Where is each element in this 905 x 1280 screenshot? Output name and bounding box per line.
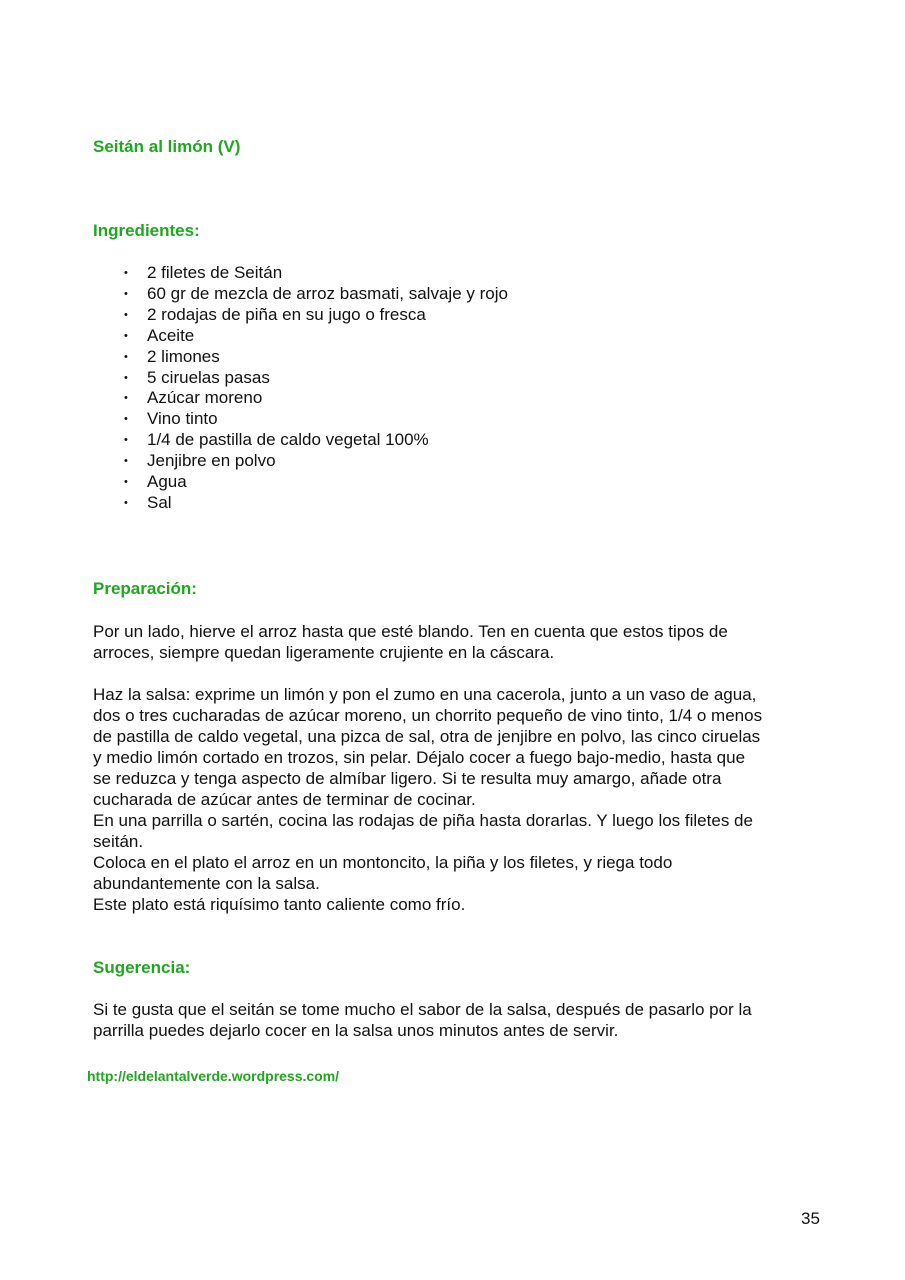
ingredient-item — [122, 493, 508, 514]
ingredients-list — [122, 263, 508, 514]
ingredient-text: 60 gr de mezcla de arroz basmati, salvaje y rojo — [147, 283, 508, 303]
ingredient-text: Sal — [147, 492, 172, 512]
text-line: Coloca en el plato el arroz en un montoncito, la piña y los filetes, y riega todo — [93, 853, 673, 872]
ingredient-text: 2 filetes de Seitán — [147, 263, 283, 282]
suggestion-heading: Sugerencia: — [93, 958, 191, 977]
preparation-heading: Preparación: — [93, 579, 197, 598]
suggestion-paragraph — [93, 999, 823, 1041]
ingredient-item — [122, 430, 508, 451]
text-line: abundantemente con la salsa. — [93, 874, 320, 893]
bullet-icon: • — [124, 350, 128, 363]
ingredient-text: 1/4 de pastilla de caldo vegetal 100% — [147, 430, 429, 450]
preparation-paragraph-2 — [93, 684, 823, 915]
bullet-icon: • — [124, 434, 128, 447]
ingredient-item — [122, 305, 508, 326]
bullet-icon: • — [124, 267, 128, 279]
bullet-icon: • — [124, 392, 128, 405]
bullet-icon: • — [124, 455, 128, 468]
text-line: seitán. — [93, 832, 144, 851]
text-line: Si te gusta que el seitán se tome mucho el sabor de la salsa, después de pasarlo por la — [93, 1000, 752, 1019]
page-number: 35 — [801, 1209, 820, 1228]
ingredient-text: 2 rodajas de piña en su jugo o fresca — [147, 304, 426, 324]
bullet-icon: • — [124, 308, 128, 321]
bullet-icon: • — [124, 413, 128, 426]
ingredient-item — [122, 284, 508, 305]
ingredient-text: Vino tinto — [147, 409, 218, 429]
source-link[interactable]: http://eldelantalverde.wordpress.com/ — [87, 1068, 340, 1084]
ingredient-item — [122, 347, 508, 368]
text-line: se reduzca y tenga aspecto de almíbar ligero. Si te resulta muy amargo, añade otra — [93, 769, 722, 788]
text-line: Este plato está riquísimo tanto caliente como frío. — [93, 895, 466, 914]
ingredient-text: Jenjibre en polvo — [147, 451, 276, 471]
ingredient-text: 2 limones — [147, 346, 220, 366]
ingredient-item — [122, 368, 508, 389]
ingredient-text: Agua — [147, 472, 187, 492]
text-line: Por un lado, hierve el arroz hasta que esté blando. Ten en cuenta que estos tipos de — [93, 622, 728, 641]
bullet-icon: • — [124, 329, 128, 342]
text-line: Haz la salsa: exprime un limón y pon el zumo en una cacerola, junto a un vaso de agua, — [93, 685, 757, 704]
bullet-icon: • — [124, 371, 128, 384]
ingredient-item — [122, 451, 508, 472]
bullet-icon: • — [124, 287, 128, 300]
bullet-icon: • — [124, 496, 128, 509]
ingredient-text: 5 ciruelas pasas — [147, 367, 270, 387]
text-line: dos o tres cucharadas de azúcar moreno, un chorrito pequeño de vino tinto, 1/4 o menos — [93, 706, 763, 725]
text-line: En una parrilla o sartén, cocina las rodajas de piña hasta dorarlas. Y luego los filetes de — [93, 811, 753, 830]
ingredient-item — [122, 388, 508, 409]
recipe-title: Seitán al limón (V) — [93, 137, 241, 156]
bullet-icon: • — [124, 476, 128, 489]
ingredient-item — [122, 263, 508, 284]
ingredient-item — [122, 409, 508, 430]
preparation-paragraph-1 — [93, 621, 823, 663]
ingredients-heading: Ingredientes: — [93, 221, 200, 240]
text-line: y medio limón cortado en trozos, sin pelar. Déjalo cocer a fuego bajo-medio, hasta que — [93, 748, 746, 767]
ingredient-item — [122, 472, 508, 493]
text-line: cucharada de azúcar antes de terminar de cocinar. — [93, 790, 476, 809]
ingredient-item — [122, 326, 508, 347]
ingredient-text: Aceite — [147, 325, 195, 345]
text-line: arroces, siempre quedan ligeramente crujiente en la cáscara. — [93, 643, 555, 662]
text-line: parrilla puedes dejarlo cocer en la salsa unos minutos antes de servir. — [93, 1021, 619, 1040]
text-line: de pastilla de caldo vegetal, una pizca de sal, otra de jenjibre en polvo, las cinco ciruelas — [93, 727, 761, 746]
ingredient-text: Azúcar moreno — [147, 388, 263, 408]
